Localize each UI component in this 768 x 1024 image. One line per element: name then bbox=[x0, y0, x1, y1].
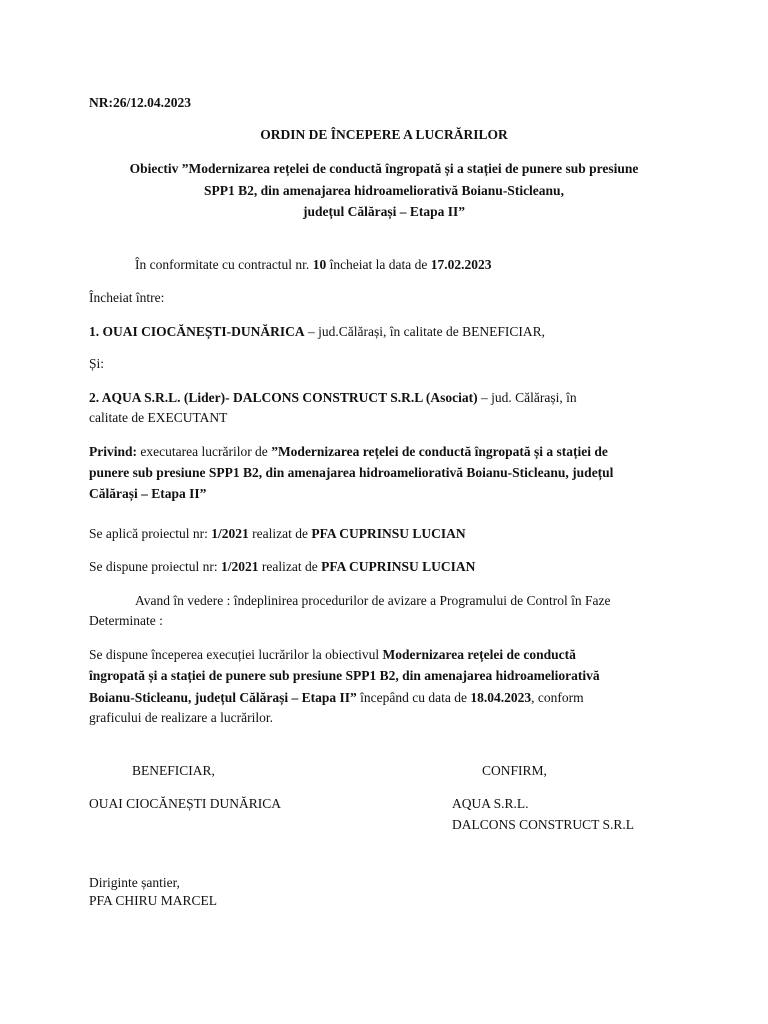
confirm-label: CONFIRM, bbox=[482, 763, 547, 778]
disposes-bold-1: Modernizarea rețelei de conductă bbox=[382, 647, 576, 662]
document-title: ORDIN DE ÎNCEPERE A LUCRĂRILOR bbox=[260, 127, 508, 142]
party-1-role: – jud.Călărași, în calitate de BENEFICIAR, bbox=[308, 324, 545, 339]
party-2 bbox=[89, 389, 577, 407]
regarding-label: Privind: bbox=[89, 444, 138, 459]
start-date: 18.04.2023 bbox=[470, 690, 532, 705]
conformity-paragraph bbox=[135, 256, 492, 274]
disposes-bold-2: îngropată și a stației de punere sub presiune SPP1 B2, din amenajarea hidroameliorativă bbox=[89, 668, 600, 683]
regarding-bold-1: ”Modernizarea rețelei de conductă îngropată și a stației de bbox=[271, 444, 608, 459]
contract-date: 17.02.2023 bbox=[430, 257, 492, 272]
concluded-between: Încheiat între: bbox=[89, 290, 165, 305]
party-1 bbox=[89, 323, 545, 341]
disposes-bold-3: Boianu-Sticleanu, județul Călărași – Etapa II” bbox=[89, 690, 357, 705]
disposes-line-4: graficului de realizare a lucrărilor. bbox=[89, 710, 274, 725]
regarding-line-1 bbox=[89, 443, 608, 461]
disposes-start-text: începând cu data de bbox=[360, 690, 467, 705]
party-2-name: 2. AQUA S.R.L. (Lider)- DALCONS CONSTRUCT S.R.L (Asociat) bbox=[89, 390, 478, 405]
considering-line-2: Determinate : bbox=[89, 613, 163, 628]
project-disposes-number: 1/2021 bbox=[220, 559, 259, 574]
regarding-line-3 bbox=[89, 485, 206, 503]
objective-line-1: Obiectiv ”Modernizarea rețelei de conductă îngropată și a stației de punere sub presiune bbox=[129, 161, 639, 176]
regarding-bold-3: Călărași – Etapa II” bbox=[89, 486, 207, 501]
beneficiary-name: OUAI CIOCĂNEȘTI DUNĂRICA bbox=[89, 796, 281, 811]
project-applies-number: 1/2021 bbox=[211, 526, 249, 541]
project-disposes bbox=[89, 558, 475, 576]
objective-line-3: județul Călărași – Etapa II” bbox=[302, 204, 466, 219]
project-disposes-middle: realizat de bbox=[261, 559, 318, 574]
and-label: Și: bbox=[89, 356, 105, 371]
contractor-1-name: AQUA S.R.L. bbox=[452, 796, 529, 811]
disposes-line-2 bbox=[89, 667, 600, 685]
disposes-line-3 bbox=[89, 689, 584, 707]
contract-number: 10 bbox=[312, 257, 327, 272]
project-applies-prefix: Se aplică proiectul nr: bbox=[89, 526, 208, 541]
order-number: NR:26/12.04.2023 bbox=[89, 95, 191, 110]
party-2-location: – jud. Călărași, în bbox=[481, 390, 577, 405]
conformity-prefix: În conformitate cu contractul nr. bbox=[135, 257, 310, 272]
site-manager-label: Diriginte șantier, bbox=[89, 875, 180, 890]
party-2-role: calitate de EXECUTANT bbox=[89, 410, 228, 425]
disposes-line-1 bbox=[89, 646, 576, 664]
regarding-text: executarea lucrărilor de bbox=[140, 444, 268, 459]
party-1-name: 1. OUAI CIOCĂNEȘTI-DUNĂRICA bbox=[89, 324, 305, 339]
project-disposes-author: PFA CUPRINSU LUCIAN bbox=[321, 559, 476, 574]
project-disposes-prefix: Se dispune proiectul nr: bbox=[89, 559, 218, 574]
disposes-end-text: , conform bbox=[531, 690, 584, 705]
project-applies bbox=[89, 525, 466, 543]
objective-line-2: SPP1 B2, din amenajarea hidroameliorativă Boianu-Sticleanu, bbox=[204, 183, 564, 198]
conformity-middle: încheiat la data de bbox=[329, 257, 428, 272]
regarding-bold-2: punere sub presiune SPP1 B2, din amenajarea hidroameliorativă Boianu-Sticleanu, județul bbox=[89, 465, 614, 480]
project-applies-middle: realizat de bbox=[252, 526, 308, 541]
regarding-line-2 bbox=[89, 464, 613, 482]
project-applies-author: PFA CUPRINSU LUCIAN bbox=[311, 526, 466, 541]
disposes-prefix: Se dispune începerea execuției lucrărilor la obiectivul bbox=[89, 647, 380, 662]
site-manager-name: PFA CHIRU MARCEL bbox=[89, 893, 218, 908]
contractor-2-name: DALCONS CONSTRUCT S.R.L bbox=[452, 817, 635, 832]
beneficiary-label: BENEFICIAR, bbox=[132, 763, 215, 778]
considering-line-1: Avand în vedere : îndeplinirea procedurilor de avizare a Programului de Control în Faze bbox=[135, 593, 611, 608]
